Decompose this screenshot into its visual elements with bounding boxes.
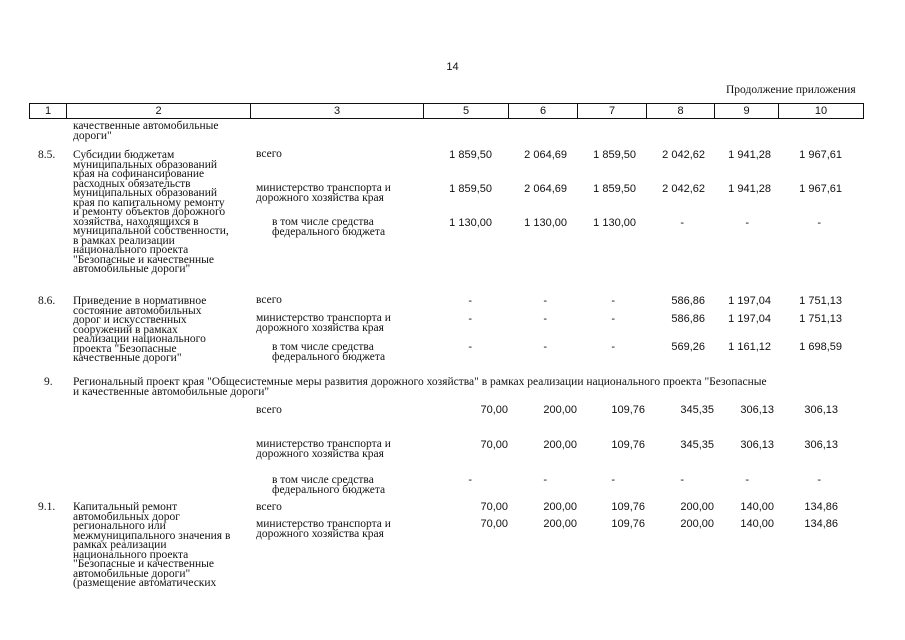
value-cell: 306,13 [740,439,774,451]
header-row [29,103,864,119]
value-cell: 1 859,50 [449,183,492,195]
continuation-label: Продолжение приложения [726,84,856,96]
header-col-6: 6 [509,104,578,119]
value-cell: - [745,217,749,229]
value-cell: 70,00 [480,518,508,530]
header-col-3: 3 [251,104,424,119]
header-col-1: 1 [30,104,67,119]
sub-label: всего [256,148,282,160]
sub-label: министерство транспорта и дорожного хозяйства края [256,438,391,460]
value-cell: 109,76 [611,404,645,416]
value-cell: - [543,313,547,325]
value-cell: 1 967,61 [799,183,842,195]
sub-label: в том числе средства федерального бюджета [272,216,386,238]
value-cell: - [680,474,684,486]
sub-label: всего [256,404,282,416]
value-cell: 70,00 [480,439,508,451]
value-cell: - [611,295,615,307]
value-cell: 1 941,28 [728,183,771,195]
value-cell: 200,00 [543,501,577,513]
value-cell: 200,00 [680,518,714,530]
value-cell: 1 197,04 [728,313,771,325]
row-name-continued: качественные автомобильные дороги" [73,120,219,142]
value-cell: 1 751,13 [799,313,842,325]
value-cell: 2 042,62 [662,149,705,161]
value-cell: 1 751,13 [799,295,842,307]
value-cell: - [543,341,547,353]
value-cell: 2 064,69 [524,149,567,161]
page-number: 14 [446,61,459,73]
value-cell: 134,86 [804,501,838,513]
value-cell: 345,35 [680,404,714,416]
value-cell: 1 698,59 [799,341,842,353]
value-cell: 109,76 [611,439,645,451]
value-cell: 345,35 [680,439,714,451]
value-cell: - [817,217,821,229]
value-cell: 1 859,50 [593,183,636,195]
header-col-2: 2 [67,104,251,119]
header-col-7: 7 [578,104,647,119]
value-cell: 200,00 [680,501,714,513]
value-cell: - [468,474,472,486]
value-cell: 134,86 [804,518,838,530]
value-cell: 1 859,50 [593,149,636,161]
value-cell: - [468,313,472,325]
sub-label: всего [256,294,282,306]
value-cell: - [611,474,615,486]
value-cell: 1 130,00 [524,217,567,229]
sub-label: министерство транспорта и дорожного хозяйства края [256,518,391,540]
value-cell: 1 130,00 [593,217,636,229]
value-cell: - [745,474,749,486]
row-number: 8.5. [38,149,56,161]
value-cell: 70,00 [480,501,508,513]
row-number: 9. [44,376,53,388]
value-cell: 200,00 [543,439,577,451]
sub-label: министерство транспорта и дорожного хозяйства края [256,312,391,334]
header-col-10: 10 [779,104,864,119]
row-name: Приведение в нормативное состояние автомобильных дорог и искусственных сооружений в рамках реализации национального проекта "Безопасные качественные дороги" [73,295,207,364]
value-cell: - [543,474,547,486]
value-cell: - [611,341,615,353]
row-name: Региональный проект края "Общесистемные меры развития дорожного хозяйства" в рамках реализации национального проекта "Безопасные и качественные автомобильные дороги" [73,376,767,398]
value-cell: 2 042,62 [662,183,705,195]
value-cell: - [468,341,472,353]
value-cell: 569,26 [671,341,705,353]
value-cell: 1 859,50 [449,149,492,161]
sub-label: всего [256,501,282,513]
row-name: Субсидии бюджетам муниципальных образований края на софинансирование расходных обязательств муниципальных образований края по капитальному ремонту и ремонту объектов дорожного хозяйства, находящихся в муниципальной собственности, в рамках реализации национального проекта "Безопасные и качественные автомобильные дороги" [73,149,229,275]
value-cell: 306,13 [804,404,838,416]
sub-label: министерство транспорта и дорожного хозяйства края [256,182,391,204]
row-number: 9.1. [38,501,56,513]
value-cell: 109,76 [611,501,645,513]
value-cell: - [543,295,547,307]
value-cell: - [680,217,684,229]
sub-label: в том числе средства федерального бюджета [272,474,386,496]
row-number: 8.6. [38,295,56,307]
value-cell: 586,86 [671,295,705,307]
value-cell: 1 941,28 [728,149,771,161]
value-cell: 2 064,69 [524,183,567,195]
value-cell: 109,76 [611,518,645,530]
value-cell: 200,00 [543,404,577,416]
header-col-5: 5 [424,104,509,119]
value-cell: 200,00 [543,518,577,530]
value-cell: - [817,474,821,486]
value-cell: 1 161,12 [728,341,771,353]
value-cell: 140,00 [740,518,774,530]
header-col-8: 8 [647,104,715,119]
row-name: Капитальный ремонт автомобильных дорог регионального или межмуниципального значения в рамках реализации национального проекта "Безопасные и качественные автомобильные дороги" (размещение автоматических [73,501,231,589]
value-cell: 70,00 [480,404,508,416]
sub-label: в том числе средства федерального бюджета [272,341,386,363]
value-cell: 1 130,00 [449,217,492,229]
value-cell: 140,00 [740,501,774,513]
value-cell: - [611,313,615,325]
value-cell: 1 197,04 [728,295,771,307]
value-cell: 306,13 [804,439,838,451]
value-cell: 306,13 [740,404,774,416]
value-cell: 1 967,61 [799,149,842,161]
value-cell: 586,86 [671,313,705,325]
value-cell: - [468,295,472,307]
header-col-9: 9 [715,104,779,119]
